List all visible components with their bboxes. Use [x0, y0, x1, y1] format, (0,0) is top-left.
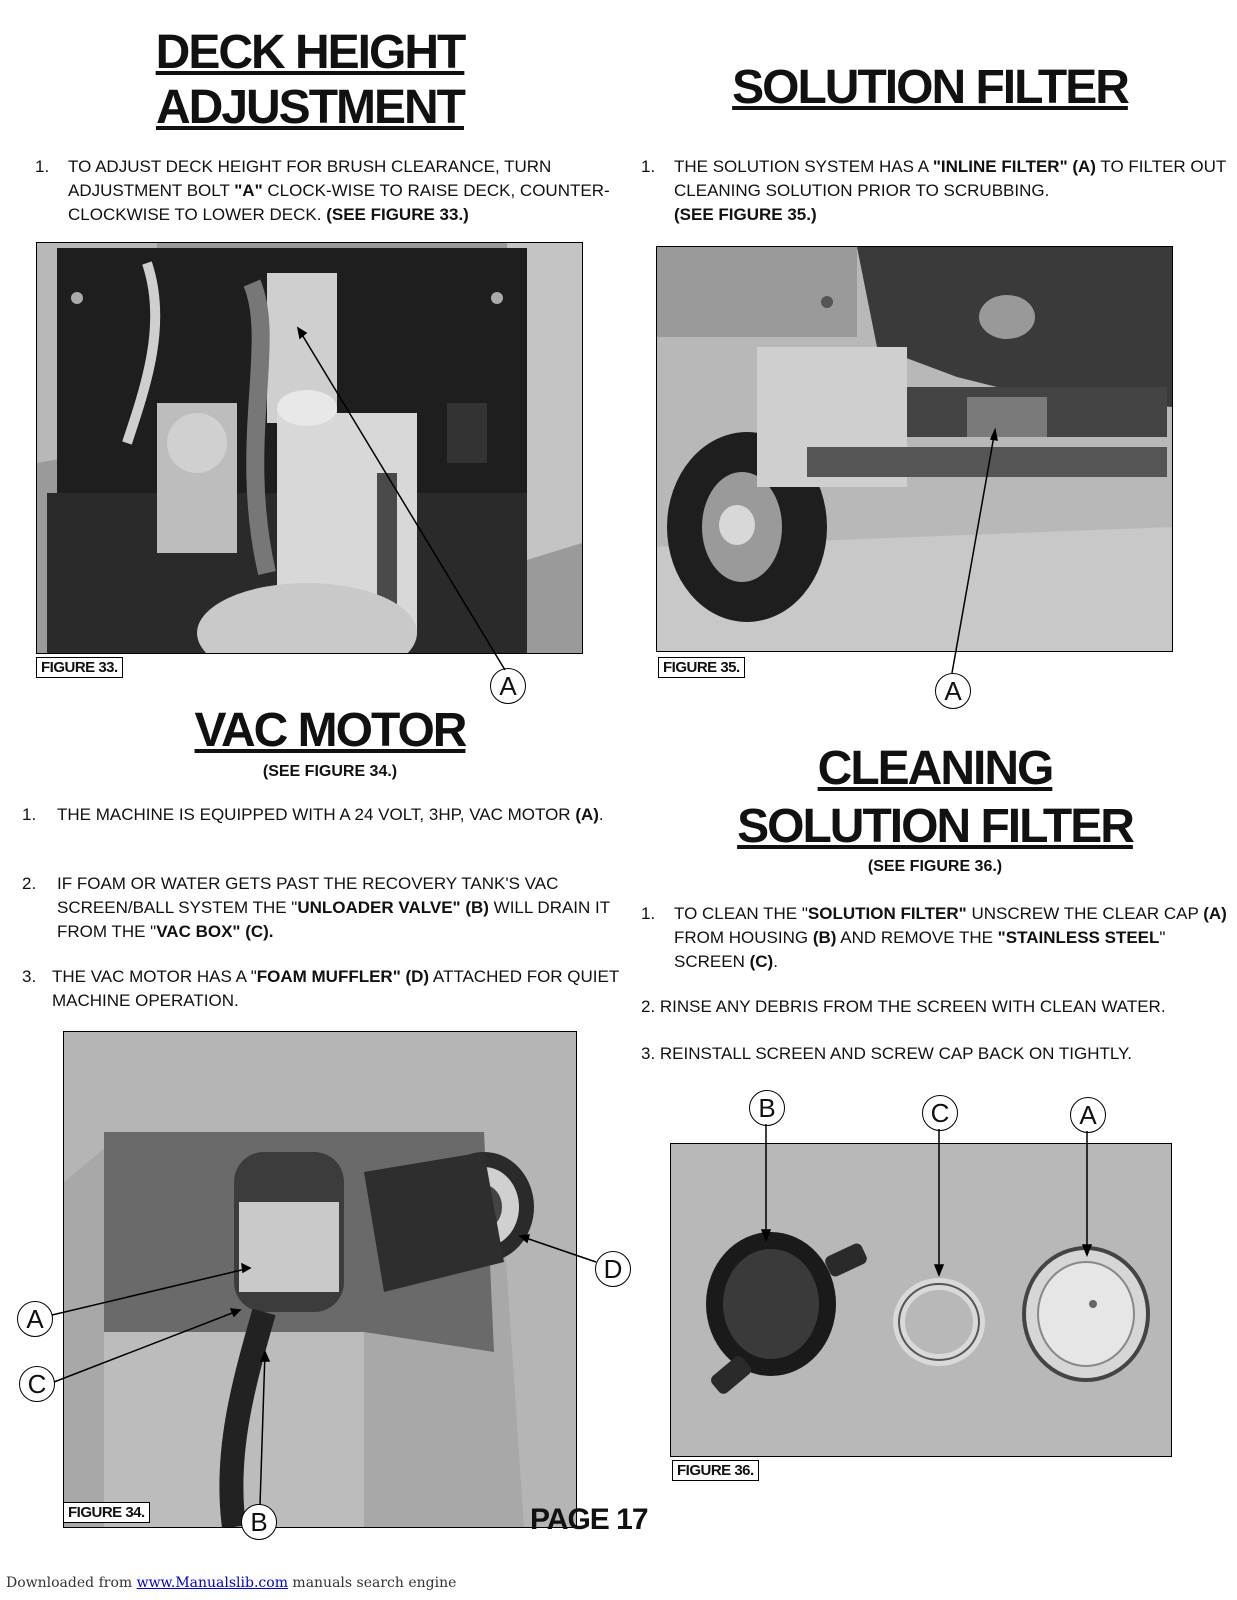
figure-36-label: FIGURE 36. [672, 1460, 759, 1481]
figure-36-photo [670, 1143, 1172, 1457]
deck-height-title [100, 25, 520, 135]
solution-step-1 [641, 155, 1234, 227]
figure-34-photo [63, 1031, 577, 1528]
vac-step-2 [22, 872, 637, 944]
cleaning-step1-text-5: " SCREEN [674, 928, 1166, 971]
step-number: 1. [22, 805, 37, 824]
step-number: 2. [22, 874, 37, 893]
cleaning-step1-cap: (A) [1203, 904, 1227, 923]
cleaning-filter-title [700, 740, 1170, 856]
cleaning-callout-b: B [749, 1090, 785, 1126]
cleaning-title-line2: SOLUTION FILTER [737, 800, 1133, 853]
deck-step1-text-2: CLOCK-WISE TO RAISE DECK, COUNTER-CLOCKWISE TO LOWER DECK. [68, 181, 610, 224]
deck-title-line2: ADJUSTMENT [155, 81, 464, 135]
figure-33-photo [36, 242, 583, 654]
cleaning-step1-text-4: AND REMOVE THE [836, 928, 998, 947]
vac-step2-text: IF FOAM OR WATER GETS PAST THE RECOVERY TANK'S VAC SCREEN/BALL SYSTEM THE " [57, 874, 559, 917]
cleaning-step-3: 3. REINSTALL SCREEN AND SCREW CAP BACK ON TIGHTLY. [641, 1044, 1132, 1063]
vac-callout-d: D [595, 1251, 631, 1287]
solution-step1-text: THE SOLUTION SYSTEM HAS A [674, 157, 933, 176]
vac-step-3 [22, 965, 642, 1013]
deck-step1-text: TO ADJUST DECK HEIGHT FOR BRUSH CLEARANCE, TURN ADJUSTMENT BOLT [68, 157, 552, 200]
manualslib-link[interactable]: www.Manualslib.com [136, 1575, 288, 1591]
cleaning-step1-text-3: FROM HOUSING [674, 928, 813, 947]
vac-step1-text: THE MACHINE IS EQUIPPED WITH A 24 VOLT, 3HP, VAC MOTOR [57, 805, 576, 824]
cleaning-step1-steel: "STAINLESS STEEL [997, 928, 1160, 947]
deck-title-line1: DECK HEIGHT [155, 26, 465, 79]
cleaning-filter-subtitle: (SEE FIGURE 36.) [867, 858, 1003, 875]
vac-step2-valve: UNLOADER VALVE" (B) [297, 898, 489, 917]
step-number: 3. [22, 967, 37, 986]
solution-step1-ref: (SEE FIGURE 35.) [674, 205, 817, 224]
cleaning-step-2: 2. RINSE ANY DEBRIS FROM THE SCREEN WITH CLEAN WATER. [641, 997, 1166, 1016]
cleaning-callout-a: A [1070, 1097, 1106, 1133]
vac-callout-b: B [241, 1504, 277, 1540]
vac-step-1 [22, 803, 617, 827]
figure-33-label: FIGURE 33. [36, 657, 123, 678]
vac-step3-text-2: ATTACHED FOR QUIET MACHINE OPERATION. [52, 967, 619, 1010]
vac-step3-muffler: FOAM MUFFLER" (D) [256, 967, 430, 986]
vac-step2-box: VAC BOX" (C). [156, 922, 274, 941]
vac-callout-a: A [17, 1301, 53, 1337]
step-number: 1. [641, 904, 656, 923]
footer-suffix: manuals search engine [287, 1575, 457, 1591]
figure-35-photo [656, 246, 1173, 652]
page-number: PAGE 17 [530, 1503, 648, 1536]
deck-step-1 [35, 155, 628, 227]
vac-motor-title: VAC MOTOR [194, 704, 466, 757]
solution-filter-title: SOLUTION FILTER [732, 61, 1128, 114]
vac-step1-ref: (A) [575, 805, 599, 824]
vac-step3-text: THE VAC MOTOR HAS A " [52, 967, 257, 986]
figure-35-label: FIGURE 35. [658, 657, 745, 678]
download-footer [6, 1575, 456, 1591]
deck-callout-a: A [490, 668, 526, 704]
cleaning-step1-text: TO CLEAN THE " [674, 904, 808, 923]
solution-step1-text-2: TO FILTER OUT CLEANING SOLUTION PRIOR TO SCRUBBING. [674, 157, 1227, 200]
deck-step1-bolt: "A" [234, 181, 263, 200]
step-number: 1. [641, 157, 656, 176]
figure-34-label: FIGURE 34. [63, 1502, 150, 1523]
vac-step1-end: . [598, 805, 604, 824]
footer-prefix: Downloaded from [6, 1575, 137, 1591]
cleaning-callout-c: C [922, 1095, 958, 1131]
cleaning-step1-housing: (B) [812, 928, 837, 947]
cleaning-step-1 [641, 902, 1229, 974]
solution-callout-a: A [935, 673, 971, 709]
vac-motor-subtitle: (SEE FIGURE 34.) [262, 763, 398, 780]
deck-step1-ref: (SEE FIGURE 33.) [326, 205, 469, 224]
cleaning-step1-filter: SOLUTION FILTER" [807, 904, 967, 923]
cleaning-step1-end: . [773, 952, 778, 971]
step-number: 1. [35, 157, 50, 176]
vac-step2-text-2: WILL DRAIN IT FROM THE " [57, 898, 610, 941]
cleaning-title-line1: CLEANING [817, 742, 1053, 795]
vac-callout-c: C [19, 1366, 55, 1402]
cleaning-step1-text-2: UNSCREW THE CLEAR CAP [966, 904, 1204, 923]
solution-step1-filter: "INLINE FILTER" (A) [932, 157, 1096, 176]
cleaning-step1-screen: (C) [749, 952, 774, 971]
